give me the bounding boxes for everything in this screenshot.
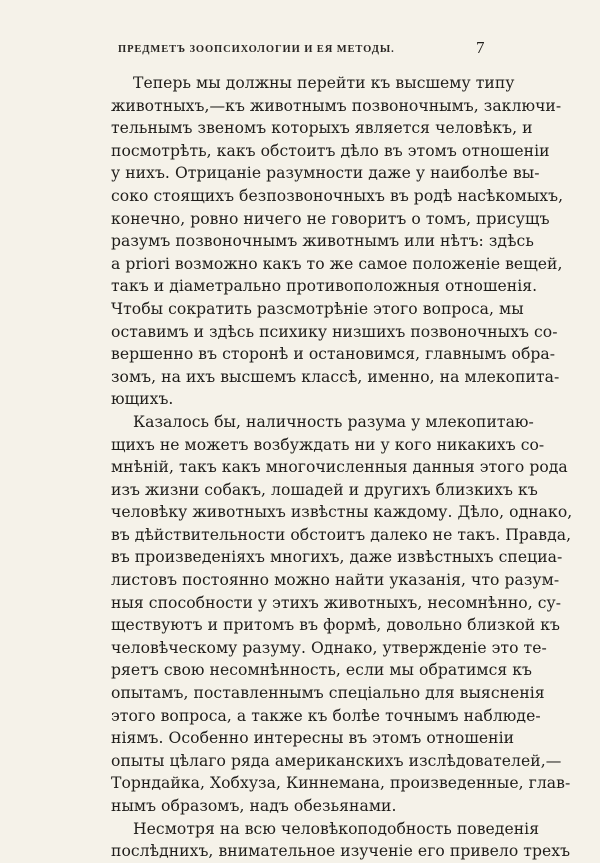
text-line: Несмотря на всю человѣкоподобность поведенія <box>133 819 540 838</box>
text-line: Торндайка, Хобхуза, Киннемана, произведенные, глав- <box>111 774 571 793</box>
text-line: щихъ не можетъ возбуждать ни у кого никакихъ со- <box>111 435 545 454</box>
text-line: разумъ позвоночнымъ животнымъ или нѣтъ: здѣсь <box>111 232 534 251</box>
text-line: у нихъ. Отрицаніе разумности даже у наиболѣе вы- <box>111 164 540 183</box>
text-line: соко стоящихъ безпозвоночныхъ въ родѣ насѣкомыхъ, <box>111 186 564 205</box>
text-line: конечно, ровно ничего не говоритъ о томъ, присущъ <box>111 209 550 228</box>
running-head: ПРЕДМЕТЪ ЗООПСИХОЛОГИИ И ЕЯ МЕТОДЫ. <box>118 44 395 55</box>
text-line: такъ и діаметрально противоположныя отношенія. <box>111 277 538 296</box>
body-text <box>111 72 573 863</box>
text-line: ществуютъ и притомъ въ формѣ, довольно близкой къ <box>111 616 561 635</box>
text-line: ніямъ. Особенно интересны въ этомъ отношеніи <box>111 729 515 748</box>
text-line: листовъ постоянно можно найти указанія, что разум- <box>111 571 560 590</box>
text-line: Теперь мы должны перейти къ высшему типу <box>133 74 515 92</box>
text-line: ныя способности у этихъ животныхъ, несомнѣнно, су- <box>111 593 562 612</box>
text-line: ряетъ свою несомнѣнность, если мы обратимся къ <box>111 661 533 680</box>
paragraph-1 <box>111 72 564 411</box>
text-line: нымъ образомъ, надъ обезьянами. <box>111 797 397 815</box>
text-line: посмотрѣть, какъ обстоитъ дѣло въ этомъ отношеніи <box>111 141 550 160</box>
text-line: въ дѣйствительности обстоитъ далеко не такъ. Правда, <box>111 525 572 544</box>
text-line: мнѣній, такъ какъ многочисленныя данныя этого рода <box>111 458 568 477</box>
text-line: послѣднихъ, внимательное изученіе его привело трехъ <box>111 842 571 861</box>
text-line: зомъ, на ихъ высшемъ классѣ, именно, на млекопита- <box>111 367 560 386</box>
text-line: животныхъ,—къ животнымъ позвоночнымъ, заключи- <box>111 96 562 115</box>
text-line: ющихъ. <box>111 390 174 409</box>
text-line: Чтобы сократить разсмотрѣніе этого вопроса, мы <box>111 299 524 318</box>
text-line: Казалось бы, наличность разума у млекопитаю- <box>133 412 534 431</box>
text-line: этого вопроса, а также къ болѣе точнымъ наблюде- <box>111 706 541 725</box>
text-line: вершенно въ сторонѣ и остановимся, главнымъ обра- <box>111 345 556 364</box>
text-line: опыты цѣлаго ряда американскихъ изслѣдователей,— <box>111 751 562 770</box>
text-line: человѣческому разуму. Однако, утвержденіе это те- <box>111 638 547 657</box>
paragraph-2 <box>111 411 573 818</box>
text-line: оставимъ и здѣсь психику низшихъ позвоночныхъ со- <box>111 322 558 341</box>
text-line: въ произведеніяхъ многихъ, даже извѣстныхъ специа- <box>111 548 563 567</box>
text-line: тельнымъ звеномъ которыхъ является человѣкъ, и <box>111 119 533 138</box>
paragraph-3 <box>111 818 571 863</box>
text-line: опытамъ, поставленнымъ спеціально для выясненія <box>111 684 545 703</box>
text-line: изъ жизни собакъ, лошадей и другихъ близкихъ къ <box>111 480 538 499</box>
text-line: a priori возможно какъ то же самое положеніе вещей, <box>111 254 563 273</box>
page-number: 7 <box>476 38 485 57</box>
text-line: человѣку животныхъ извѣстны каждому. Дѣло, однако, <box>111 503 573 522</box>
